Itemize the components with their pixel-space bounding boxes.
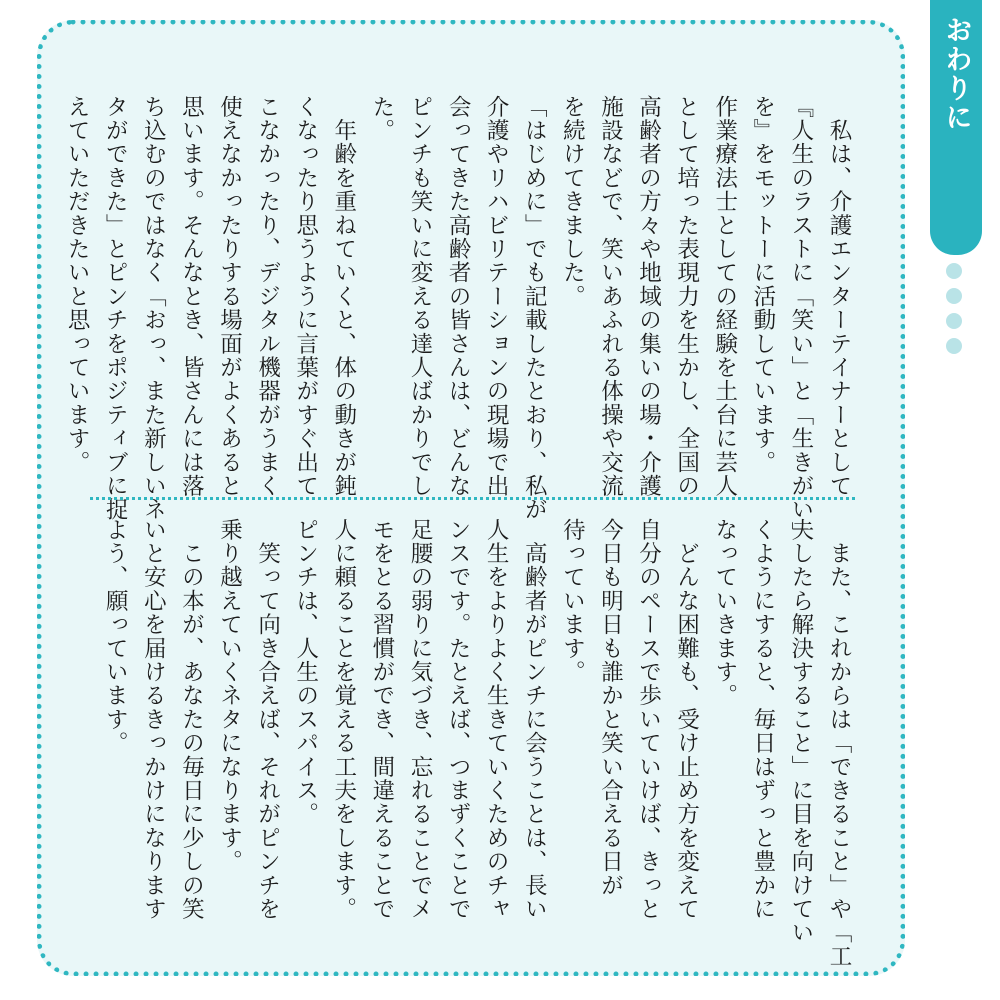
text-line: 施設などで、笑いあふれる体操や交流	[597, 95, 624, 498]
text-line: どんな困難も、受け止め方を変えて	[673, 518, 700, 921]
text-line: 年齢を重ねていくと、体の動きが鈍	[330, 95, 357, 498]
text-line: 待っています。	[559, 518, 586, 684]
text-line: 今日も明日も誰かと笑い合える日が	[597, 518, 624, 898]
text-line: 会ってきた高齢者の皆さんは、どんな	[445, 95, 472, 498]
text-line: ピンチも笑いに変える達人ばかりでし	[406, 95, 433, 498]
text-line: 笑って向き合えば、それがピンチを	[254, 518, 281, 921]
text-line: を続けてきました。	[559, 95, 586, 309]
text-line: を』をモットーに活動しています。	[749, 95, 776, 475]
text-line: えていただきたいと思っています。	[64, 95, 91, 475]
text-line: ピンチは、人生のスパイス。	[292, 518, 319, 827]
text-line: くなったり思うように言葉がすぐ出て	[292, 95, 319, 498]
text-line: モをとる習慣ができ、間違えることで	[368, 518, 395, 921]
text-line: 使えなかったりする場面がよくあると	[216, 95, 243, 498]
text-line: なっていきます。	[711, 518, 738, 708]
text-line: いと安心を届けるきっかけになります	[140, 518, 167, 921]
page-indicator-dots	[946, 263, 962, 354]
indicator-dot	[946, 263, 962, 279]
section-tab-label: おわりに	[940, 16, 972, 132]
text-line: 夫したら解決すること」に目を向けてい	[787, 518, 814, 945]
text-line: 自分のペースで歩いていけば、きっと	[635, 518, 662, 921]
text-line: 思います。そんなとき、皆さんには落	[178, 95, 205, 498]
indicator-dot	[946, 288, 962, 304]
text-line: 高齢者の方々や地域の集いの場・介護	[635, 95, 662, 498]
text-line: として培った表現力を生かし、全国の	[673, 95, 700, 498]
text-line: 足腰の弱りに気づき、忘れることでメ	[406, 518, 433, 921]
text-line: くようにすると、毎日はずっと豊かに	[749, 518, 776, 921]
text-line: ンスです。たとえば、つまずくことで	[445, 518, 472, 921]
section-tab	[930, 0, 982, 255]
text-line: こなかったり、デジタル機器がうまく	[254, 95, 281, 498]
text-line: 人に頼ることを覚える工夫をします。	[330, 518, 357, 921]
text-line: 私は、介護エンターテイナーとして	[826, 95, 852, 498]
text-line: 高齢者がピンチに会うことは、長い	[521, 518, 548, 921]
text-line: よう、願っています。	[102, 518, 129, 755]
text-line: この本が、あなたの毎日に少しの笑	[178, 518, 205, 921]
text-line: た。	[368, 95, 395, 143]
indicator-dot	[946, 313, 962, 329]
text-line: タができた」とピンチをポジティブに捉	[102, 95, 129, 522]
text-line: 作業療法士としての経験を土台に芸人	[711, 95, 738, 498]
text-line: ち込むのではなく「おっ、また新しいネ	[140, 95, 167, 522]
top-text-block	[58, 95, 858, 546]
text-line: 『人生のラストに「笑い」と「生きがい」	[787, 95, 814, 546]
text-line: 人生をよりよく生きていくためのチャ	[483, 518, 510, 921]
section-divider	[90, 497, 855, 500]
bottom-text-block	[96, 518, 858, 969]
indicator-dot	[946, 338, 962, 354]
text-line: 「はじめに」でも記載したとおり、私が	[521, 95, 548, 522]
text-line: 乗り越えていくネタになります。	[216, 518, 243, 874]
text-line: また、これからは「できること」や「工	[826, 518, 852, 969]
text-line: 介護やリハビリテーションの現場で出	[483, 95, 510, 498]
